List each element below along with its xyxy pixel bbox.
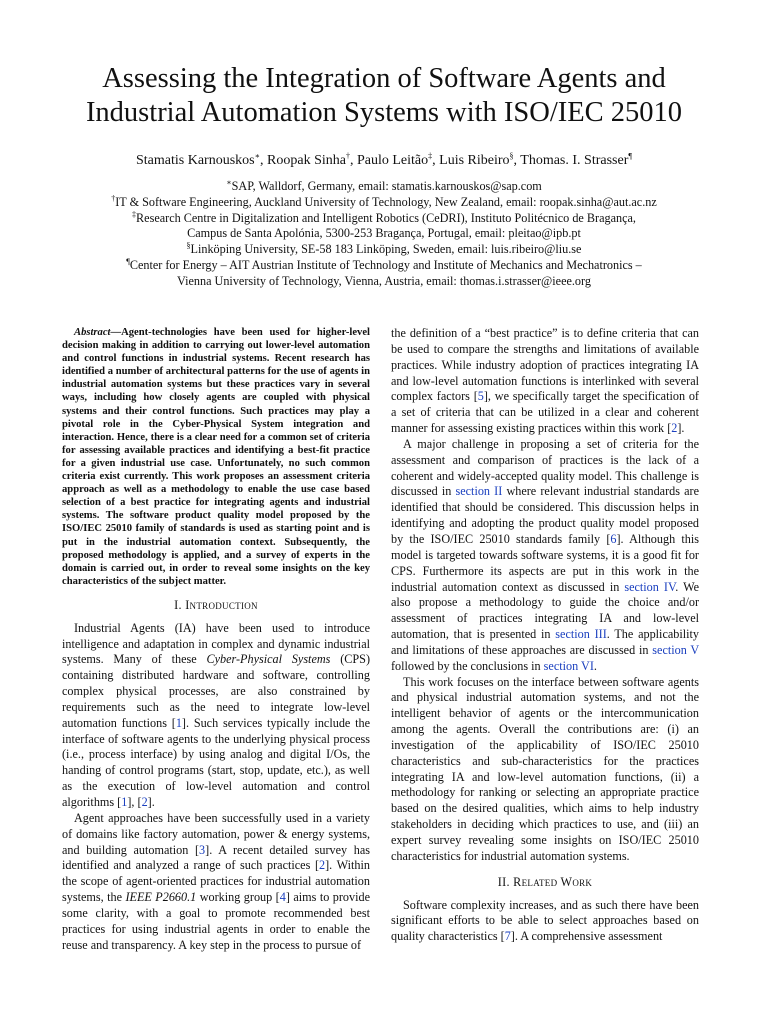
section-link[interactable]: section II	[455, 484, 503, 499]
affiliation-text: IT & Software Engineering, Auckland University of Technology, New Zealand, email: roopak.sinha@aut.ac.nz	[115, 194, 657, 209]
citation-link[interactable]: 1	[175, 715, 182, 730]
section-heading-related-work	[391, 875, 699, 891]
emphasis: Cyber-Physical Systems	[206, 652, 331, 667]
abstract	[62, 326, 370, 588]
left-column	[62, 326, 370, 953]
author-mark: ¶	[628, 151, 632, 161]
title-line-2: Industrial Automation Systems with ISO/IEC 25010	[85, 97, 683, 128]
affiliation-text: SAP, Walldorf, Germany, email: stamatis.karnouskos@sap.com	[231, 179, 542, 193]
author-name: Thomas. I. Strasser	[520, 153, 629, 168]
citation-link[interactable]: 6	[610, 531, 617, 546]
author-list: Stamatis Karnouskos∗, Roopak Sinha†, Paulo Leitão‡, Luis Ribeiro§, Thomas. I. Strasser¶	[135, 151, 632, 168]
citation-link[interactable]: 3	[199, 842, 206, 857]
affiliation-mark: ¶	[126, 256, 130, 266]
section-number: I.	[174, 597, 186, 612]
citation-link[interactable]: 2	[141, 795, 148, 809]
affiliation-mark: †	[111, 193, 116, 203]
author-mark: §	[509, 151, 514, 161]
section-title: Related Work	[513, 874, 593, 889]
section-link[interactable]: section V	[652, 642, 699, 657]
section-heading-introduction	[62, 598, 370, 614]
paragraph: A major challenge in proposing a set of criteria for the assessment and comparison of practices is the lack of a coherent and widely-accepted quality model. This challenge is discussed in section II where relevant industrial standards are identified that should be considered. This discussion helps in identifying and adopting the product quality model proposed by the ISO/IEC 25010 standards family [6]. Although this model is targeted towards software systems, it is a good fit for CPS. Furthermore its aspects are put in this work in the industrial automation context as discussed in section IV. We also propose a methodology to guide the choice and/or assessment of practices integrating IA and low-level automation, that is presented in section III. The applicability and limitations of these approaches are discussed in section V followed by the conclusions in section VI.	[391, 436, 700, 673]
affiliation-line	[40, 258, 728, 274]
section-number: II.	[497, 874, 514, 889]
emphasis: IEEE P2660.1	[125, 890, 197, 905]
section-link[interactable]: section VI	[543, 658, 594, 673]
affiliation-line	[40, 211, 728, 227]
affiliation-text: Vienna University of Technology, Vienna, Austria, email: thomas.i.strasser@ieee.org	[177, 273, 591, 288]
title-line-1: Assessing the Integration of Software Agents and	[102, 63, 666, 94]
affiliation-line	[40, 242, 728, 258]
paragraph: Agent approaches have been successfully used in a variety of domains like factory automation, power & energy systems, and building automation [3]. A recent detailed survey has identified and analyzed a range of such practices [2]. Within the scope of agent-oriented practices for industrial automation systems, the IEEE P2660.1 working group [4] aims to provide some clarity, with a goal to promote recommended best practices for using industrial agents in order to enable the reuse and transparency. A key step in the process to pursue of	[62, 810, 371, 952]
paragraph: Software complexity increases, and as such there have been significant efforts to be able to select approaches based on quality characteristics [7]. A comprehensive assessment	[391, 897, 699, 944]
section-link[interactable]: section III	[555, 627, 607, 642]
affiliation-line	[40, 274, 728, 290]
affiliation-text: Campus de Santa Apolónia, 5300-253 Bragança, Portugal, email: pleitao@ipb.pt	[187, 226, 581, 241]
citation-link[interactable]: 4	[279, 890, 286, 905]
abstract-label: Abstract	[74, 327, 111, 338]
affiliation-mark: ‡	[132, 209, 137, 219]
citation-link[interactable]: 1	[121, 795, 128, 809]
citation-link[interactable]: 2	[319, 858, 326, 873]
affiliation-line	[40, 226, 728, 242]
affiliation-line	[40, 195, 728, 211]
citation-link[interactable]: 7	[504, 929, 511, 944]
author-name: Stamatis Karnouskos	[135, 153, 255, 168]
affiliation-mark: §	[186, 241, 191, 251]
paragraph: Industrial Agents (IA) have been used to introduce intelligence and adaptation in complex and dynamic industrial systems. Many of these Cyber-Physical Systems (CPS) containing distributed hardware and software, controlling complex physical processes, are also constrained by requirements such as the need to integrate low-level automation functions [1]. Such services typically include the interface of software agents to the underlying physical process (i.e., process interface) by using analog and digital I/Os, the handing of control programs (start, stop, update, etc.), as well as the execution of low-level automation and control algorithms [1], [2].	[62, 620, 371, 809]
author-mark: †	[345, 151, 350, 161]
affiliation-text: Linköping University, SE-58 183 Linköping, Sweden, email: luis.ribeiro@liu.se	[190, 242, 582, 257]
paragraph: the definition of a “best practice” is to define criteria that can be used to compare the strengths and limitations of available practices. While industry adoption of practices integrating IA and low-level automation functions is interlinked with several complex factors [5], we specifically target the specification of a set of criteria that can be utilized in a clear and coherent manner for assessing existing practices within this work [2].	[391, 326, 699, 436]
citation-link[interactable]: 2	[671, 421, 678, 436]
paper-title	[40, 62, 728, 130]
paragraph: This work focuses on the interface between software agents and physical industrial automation systems, and not the intelligent behavior of agents or the intercommunication among the agents. Overall the contributions are: (i) an investigation of the applicability of ISO/IEC 25010 characteristics and sub-characteristics for the practices integrating IA and low-level automation functions, (ii) a methodology for ranking or selecting an appropriate practice based on the desired qualities, which aims to help industry stakeholders in deciding which practices to use, and (iii) an expert survey revealing some insights on ISO/IEC 25010 characteristics for industrial automation systems.	[391, 674, 699, 863]
author-name: Luis Ribeiro	[439, 153, 510, 168]
affiliation-line	[40, 179, 728, 195]
affiliation-text: Research Centre in Digitalization and Intelligent Robotics (CeDRI), Instituto Politécnico de Bragança,	[136, 210, 636, 225]
section-link[interactable]: section IV	[624, 579, 676, 594]
citation-link[interactable]: 5	[477, 389, 484, 404]
author-mark: ‡	[428, 151, 433, 161]
author-name: Paulo Leitão	[356, 153, 429, 168]
right-column	[391, 326, 699, 945]
affiliation-text: Center for Energy – AIT Austrian Institute of Technology and Institute of Mechanics and Mechatronics –	[129, 257, 642, 272]
author-mark: ∗	[254, 151, 261, 161]
affiliations	[40, 179, 728, 290]
abstract-body: —Agent-technologies have been used for higher-level decision making in addition to carrying out lower-level automation and control functions in industrial systems. Recent research has identified a number of architectural patterns for the use of agents in industrial automation systems but these practices vary in several ways, including how closely agents are coupled with physical systems and their control functions. Such practices may play a pivotal role in the Cyber-Physical System integration and interaction. Hence, there is a clear need for a common set of criteria for assessing available practices and identifying a best-fit practice for a given industrial use case. Unfortunately, no such common criteria exist currently. This work proposes an assessment criteria approach as well as a methodology to enable the use case based selection of a best practice for integrating agents and industrial systems. The software product quality model proposed by the ISO/IEC 25010 family of standards is used as starting point and is put in the industrial automation context. Subsequently, the proposed methodology is applied, and a survey of experts in the domain is carried out, in order to reveal some insights on the key characteristics of the subject matter.	[62, 327, 370, 587]
author-name: Roopak Sinha	[267, 153, 346, 168]
affiliation-mark: ∗	[226, 177, 232, 187]
section-title: Introduction	[185, 597, 258, 612]
